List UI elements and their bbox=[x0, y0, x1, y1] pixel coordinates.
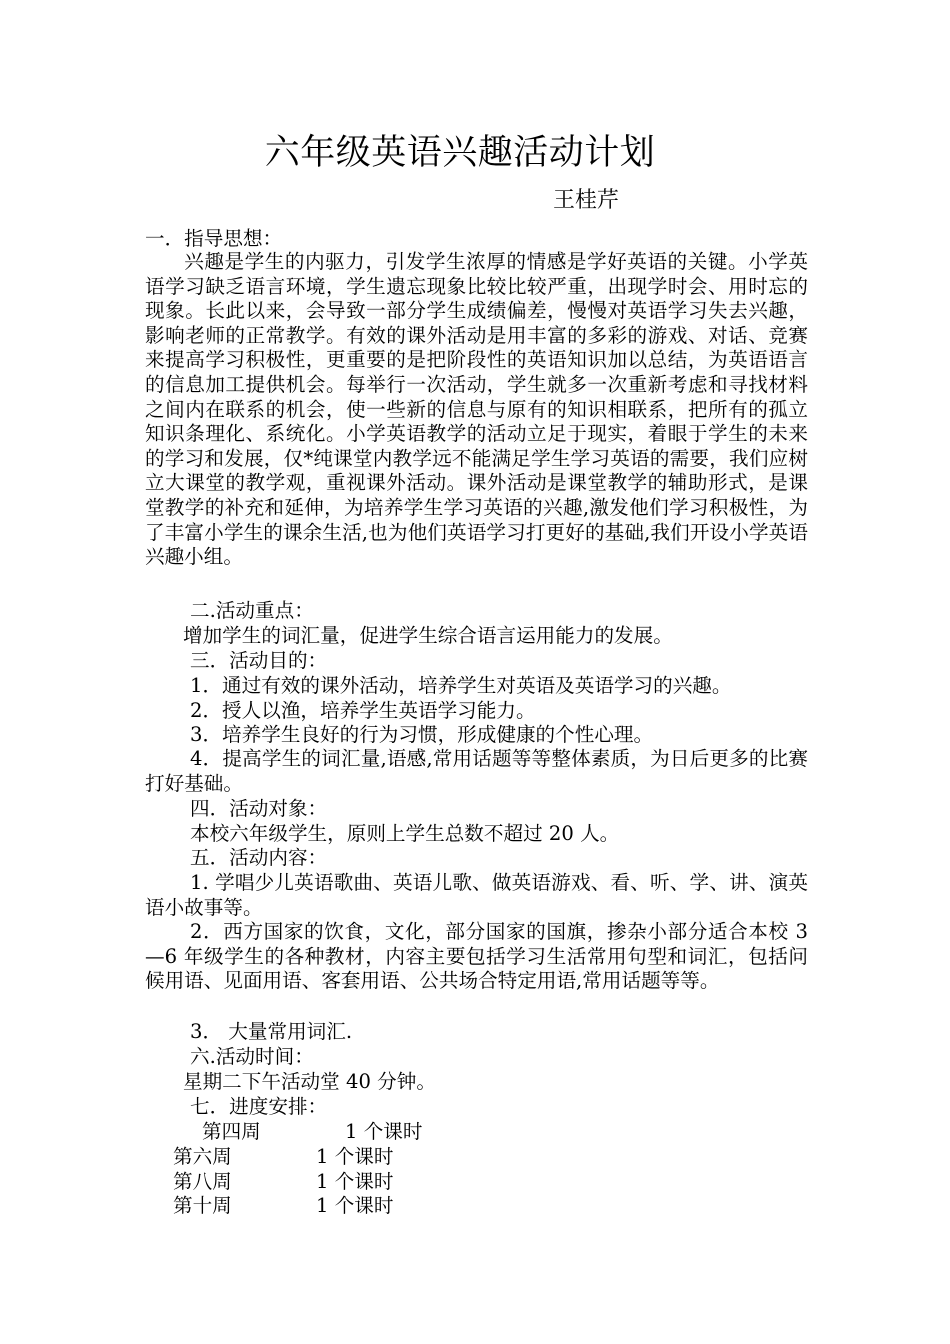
section-5-heading: 五．活动内容： bbox=[190, 846, 328, 869]
schedule-week: 第四周 bbox=[202, 1120, 261, 1143]
schedule-hours: 1 个课时 bbox=[345, 1120, 423, 1143]
schedule-week: 第十周 bbox=[173, 1194, 232, 1217]
goal-item: 1．通过有效的课外活动，培养学生对英语及英语学习的兴趣。 bbox=[190, 674, 732, 697]
section-2-body: 增加学生的词汇量，促进学生综合语言运用能力的发展。 bbox=[183, 624, 673, 647]
section-3-heading: 三．活动目的： bbox=[190, 649, 328, 672]
section-1-heading: 一．指导思想： bbox=[145, 227, 283, 250]
section-2-heading: 二.活动重点： bbox=[190, 599, 314, 622]
schedule-hours: 1 个课时 bbox=[316, 1194, 394, 1217]
schedule-hours: 1 个课时 bbox=[316, 1170, 394, 1193]
goal-item: 3．培养学生良好的行为习惯，形成健康的个性心理。 bbox=[190, 723, 654, 746]
section-6-heading: 六.活动时间： bbox=[190, 1045, 314, 1068]
goal-item: 4．提高学生的词汇量,语感,常用话题等等整体素质，为日后更多的比赛打好基础。 bbox=[145, 747, 808, 795]
section-1-body: 兴趣是学生的内驱力，引发学生浓厚的情感是学好英语的关键。小学英语学习缺乏语言环境，学生遗忘现象比较比较严重，出现学时会、用时忘的现象。长此以来，会导致一部分学生成绩偏差，慢慢对英语学习失去兴趣，影响老师的正常教学。有效的课外活动是用丰富的多彩的游戏、对话、竞赛来提高学习积极性，更重要的是把阶段性的英语知识加以总结，为英语语言的信息加工提供机会。每举行一次活动，学生就多一次重新考虑和寻找材料之间内在联系的机会，使一些新的信息与原有的知识相联系，把所有的孤立知识条理化、系统化。小学英语教学的活动立足于现实，着眼于学生的未来的学习和发展，仅*纯课堂内教学远不能满足学生学习英语的需要，我们应树立大课堂的教学观，重视课外活动。课外活动是课堂教学的辅助形式，是课堂教学的补充和延伸，为培养学生学习英语的兴趣,激发他们学习积极性，为了丰富小学生的课余生活,也为他们英语学习打更好的基础,我们开设小学英语兴趣小组。 bbox=[145, 250, 808, 569]
section-7-heading: 七．进度安排： bbox=[190, 1095, 328, 1118]
document-author: 王桂芹 bbox=[553, 188, 620, 213]
section-6-body: 星期二下午活动堂 40 分钟。 bbox=[183, 1070, 436, 1093]
content-item: 2．西方国家的饮食，文化，部分国家的国旗，掺杂小部分适合本校 3—6 年级学生的各种教材，内容主要包括学习生活常用句型和词汇，包括问候用语、见面用语、客套用语、公共场合特定用语,常用话题等等。 bbox=[145, 920, 808, 993]
section-4-heading: 四．活动对象： bbox=[190, 797, 328, 820]
content-item: 1. 学唱少儿英语歌曲、英语儿歌、做英语游戏、看、听、学、讲、演英语小故事等。 bbox=[145, 871, 808, 919]
schedule-hours: 1 个课时 bbox=[316, 1145, 394, 1168]
schedule-week: 第八周 bbox=[173, 1170, 232, 1193]
section-4-body: 本校六年级学生，原则上学生总数不超过 20 人。 bbox=[190, 822, 620, 845]
schedule-week: 第六周 bbox=[173, 1145, 232, 1168]
goal-item: 2．授人以渔，培养学生英语学习能力。 bbox=[190, 699, 536, 722]
document-title: 六年级英语兴趣活动计划 bbox=[264, 133, 656, 173]
content-item: 3． 大量常用词汇. bbox=[190, 1020, 353, 1043]
